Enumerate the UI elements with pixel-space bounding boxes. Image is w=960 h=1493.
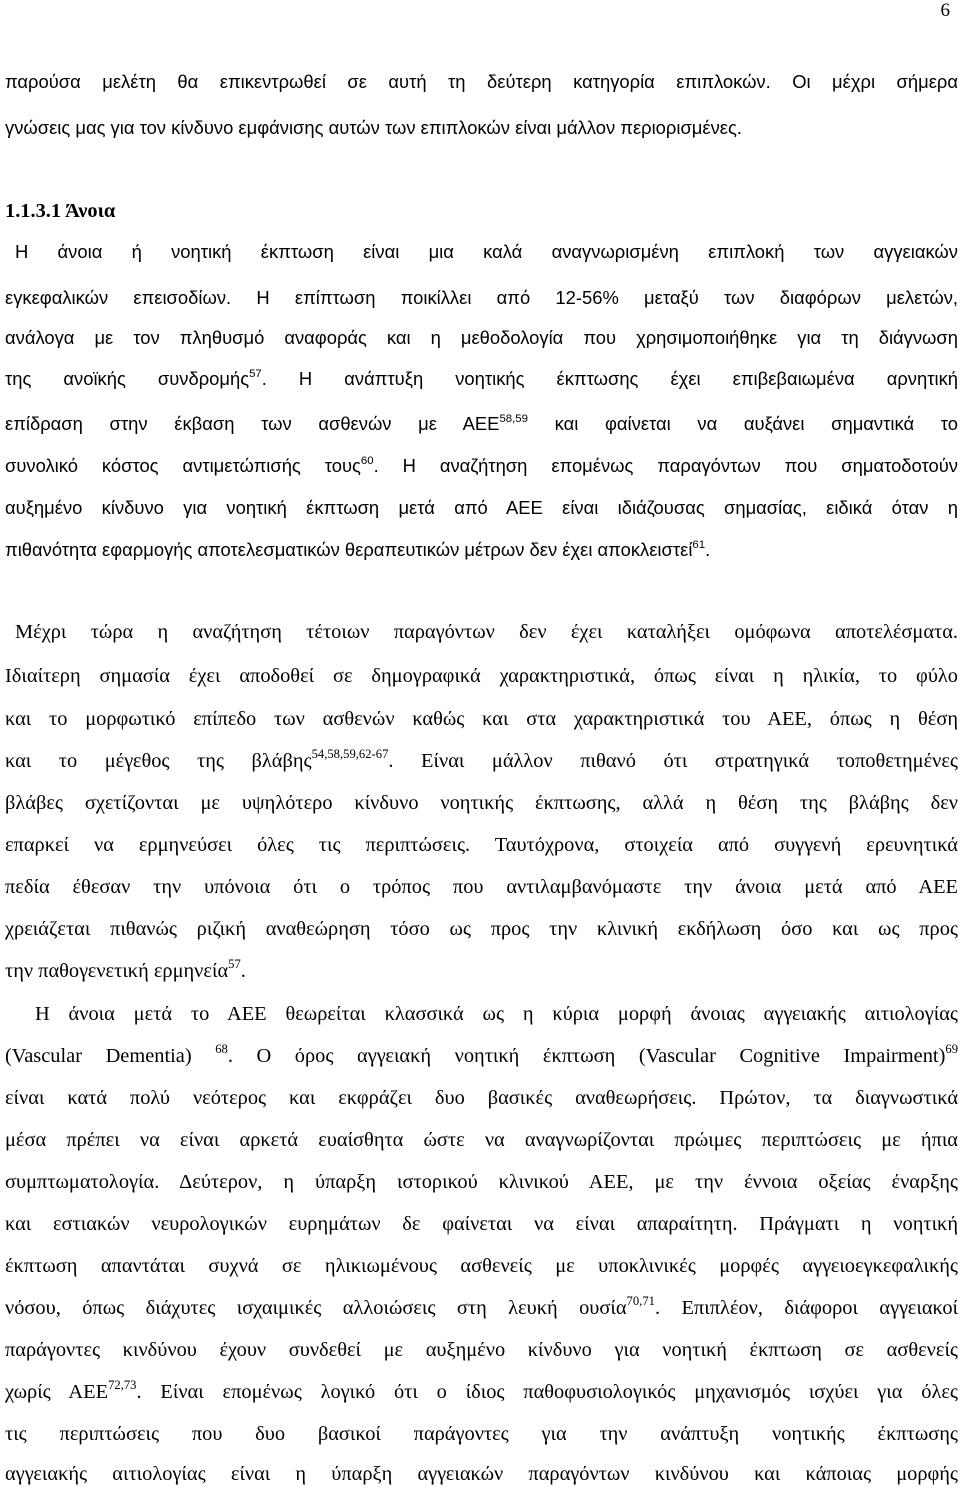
body-line-9: αυξημένο κίνδυνο για νοητική έκπτωση μετά από ΑΕΕ είναι ιδιάζουσας σημασίας, ειδικά όταν η [5,497,958,518]
body-line-18: χρειάζεται πιθανώς ριζική αναθεώρηση τόσο ως προς την κλινική εκδήλωση όσο και ως προς [5,918,958,940]
body-line-26: έκπτωση απαντάται συχνά σε ηλικιωμένους ασθενείς με υποκλινικές μορφές αγγειοεγκεφαλικής [5,1255,958,1277]
body-line-16: επαρκεί να ερμηνεύσει όλες τις περιπτώσεις. Ταυτόχρονα, στοιχεία από συγγενή ερευνητικά [5,834,958,856]
line-27-text-b: . Επιπλέον, διάφοροι αγγειακοί [654,1297,958,1319]
body-line-29 [5,1378,958,1408]
citation-superscript: 57 [249,367,262,380]
body-line-19 [5,957,958,987]
line-7-text-b: και φαίνεται να αυξάνει σημαντικά το [527,413,958,434]
body-line-22: είναι κατά πολύ νεότερος και εκφράζει δυο βασικές αναθεωρήσεις. Πρώτον, τα διαγνωστικά [5,1087,958,1109]
citation-superscript: 54,58,59,62-67 [311,747,389,761]
citation-superscript: 72,73 [108,1378,137,1392]
line-19-text-a: την παθογενετική ερμηνεία [5,960,229,982]
line-10-text-a: πιθανότητα εφαρμογής αποτελεσματικών θεραπευτικών μέτρων δεν έχει αποκλειστεί [5,539,693,560]
citation-superscript: 61 [692,538,706,551]
body-line-20: Η άνοια μετά το ΑΕΕ θεωρείται κλασσικά ως η κύρια μορφή άνοιας αγγειακής αιτιολογίας [35,1003,958,1025]
line-6-text-b: . Η ανάπτυξη νοητικής έκπτωσης έχει επιβεβαιωμένα αρνητική [261,368,958,389]
body-line-14 [5,747,958,777]
body-line-15: βλάβες σχετίζονται με υψηλότερο κίνδυνο νοητικής έκπτωσης, αλλά η θέση της βλάβης δεν [5,792,958,814]
line-19-text-b: . [240,960,246,982]
body-line-31: αγγειακής αιτιολογίας είναι η ύπαρξη αγγειακών παραγόντων κινδύνου και κάποιας μορφής [5,1463,958,1485]
line-21-text-a: (Vascular Dementia) [5,1045,216,1067]
body-line-2: γνώσεις μας για τον κίνδυνο εμφάνισης αυτών των επιπλοκών είναι μάλλον περιορισμένες. [5,117,742,138]
citation-superscript: 68 [215,1042,228,1056]
citation-superscript: 58,59 [499,412,528,425]
body-line-23: μέσα πρέπει να είναι αρκετά ευαίσθητα ώστε να αναγνωρίζονται πρώιμες περιπτώσεις με ήπια [5,1129,958,1151]
body-line-27 [5,1294,958,1324]
body-line-25: και εστιακών νευρολογικών ευρημάτων δε φαίνεται να είναι απαραίτητη. Πράγματι η νοητική [5,1213,958,1235]
body-line-28: παράγοντες κινδύνου έχουν συνδεθεί με αυξημένο κίνδυνο για νοητική έκπτωση σε ασθενείς [5,1339,958,1361]
line-14-text-b: . Είναι μάλλον πιθανό ότι στρατηγικά τοποθετημένες [388,750,958,772]
body-line-30: τις περιπτώσεις που δυο βασικοί παράγοντες για την ανάπτυξη νοητικής έκπτωσης [5,1423,958,1445]
line-8-text-a: συνολικό κόστος αντιμετώπισής τους [5,455,361,476]
body-line-12: Ιδιαίτερη σημασία έχει αποδοθεί σε δημογραφικά χαρακτηριστικά, όπως είναι η ηλικία, το φύλο [5,665,958,687]
body-line-11: Μέχρι τώρα η αναζήτηση τέτοιων παραγόντων δεν έχει καταλήξει ομόφωνα αποτελέσματα. [15,621,958,643]
body-line-21 [5,1042,958,1072]
line-14-text-a: και το μέγεθος της βλάβης [5,750,312,772]
body-line-13: και το μορφωτικό επίπεδο των ασθενών καθώς και στα χαρακτηριστικά του ΑΕΕ, όπως η θέση [5,708,958,730]
body-line-4: εγκεφαλικών επεισοδίων. Η επίπτωση ποικίλλει από 12-56% μεταξύ των διαφόρων μελετών, [5,287,958,308]
line-29-text-b: . Είναι επομένως λογικό ότι ο ίδιος παθοφυσιολογικός μηχανισμός ισχύει για όλες [136,1381,958,1403]
line-10-text-b: . [705,539,711,560]
line-21-text-b: . Ο όρος αγγειακή νοητική έκπτωση (Vascular Cognitive Impairment) [227,1045,946,1067]
body-line-5: ανάλογα με τον πληθυσμό αναφοράς και η μεθοδολογία που χρησιμοποιήθηκε για τη διάγνωση [5,327,958,348]
citation-superscript: 70,71 [626,1294,655,1308]
section-number: 1.1.3.1 [5,200,62,222]
body-line-24: συμπτωματολογία. Δεύτερον, η ύπαρξη ιστορικού κλινικού ΑΕΕ, με την έννοια οξείας έναρξης [5,1171,958,1193]
line-7-text-a: επίδραση στην έκβαση των ασθενών με ΑΕΕ [5,413,500,434]
section-heading [5,197,958,227]
body-line-10 [5,536,958,566]
page-number: 6 [940,0,950,21]
citation-superscript: 57 [228,957,241,971]
section-title: Άνοια [65,200,116,222]
body-line-8 [5,452,958,482]
line-29-text-a: χωρίς ΑΕΕ [5,1381,109,1403]
body-line-6 [5,365,958,395]
body-line-17: πεδία έθεσαν την υπόνοια ότι ο τρόπος που αντιλαμβανόμαστε την άνοια μετά από ΑΕΕ [5,876,958,898]
line-27-text-a: νόσου, όπως διάχυτες ισχαιμικές αλλοιώσεις στη λευκή ουσία [5,1297,627,1319]
body-line-3: Η άνοια ή νοητική έκπτωση είναι μια καλά αναγνωρισμένη επιπλοκή των αγγειακών [15,241,958,262]
line-8-text-b: . Η αναζήτηση επομένως παραγόντων που σηματοδοτούν [373,455,958,476]
body-line-7 [5,410,958,440]
line-6-text-a: της ανοϊκής συνδρομής [5,368,250,389]
citation-superscript: 60 [360,454,374,467]
citation-superscript: 69 [945,1042,958,1056]
body-line-1: παρούσα μελέτη θα επικεντρωθεί σε αυτή τη δεύτερη κατηγορία επιπλοκών. Οι μέχρι σήμερα [5,71,958,92]
